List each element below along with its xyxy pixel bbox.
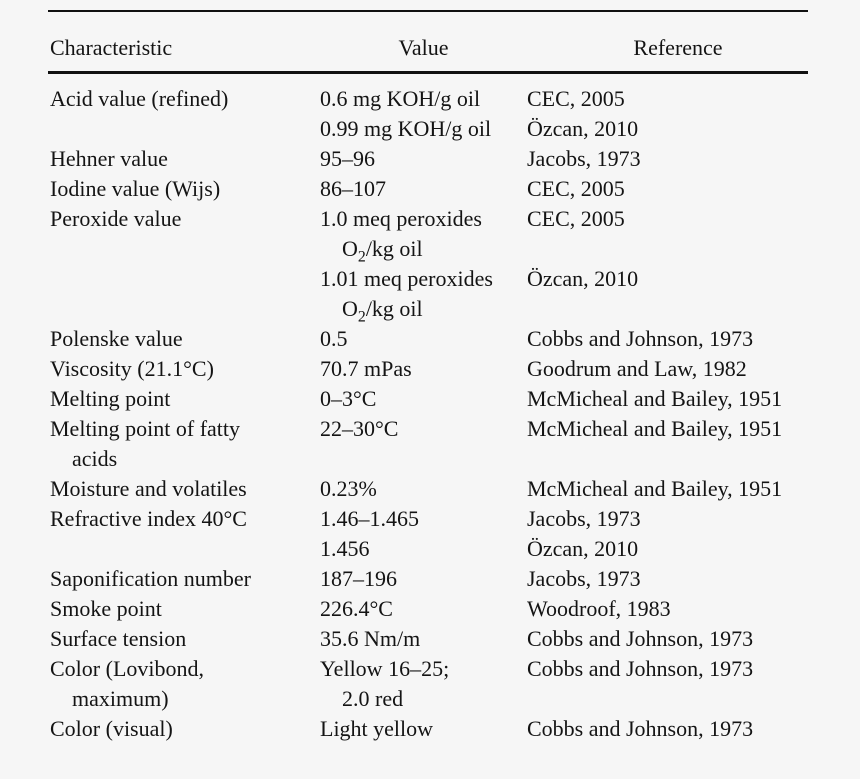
cell-value: $O_2/kg$ oil [342, 236, 423, 266]
cell-reference: Jacobs, 1973 [527, 146, 641, 171]
cell-reference: Jacobs, 1973 [527, 506, 641, 531]
cell-characteristic [50, 534, 320, 564]
table-row [50, 474, 850, 504]
cell-value: 2.0 red [342, 686, 404, 711]
cell-reference: Jacobs, 1973 [527, 566, 641, 591]
cell-reference: CEC, 2005 [527, 206, 625, 231]
table-row [50, 384, 850, 414]
cell-value: 1.46–1.465 [320, 506, 419, 531]
cell-characteristic: maximum) [72, 686, 169, 711]
cell-characteristic: Smoke point [50, 596, 162, 621]
cell-value: 35.6 Nm/m [320, 626, 421, 651]
table-row [50, 294, 850, 324]
cell-characteristic [50, 114, 320, 144]
table-row [50, 534, 850, 564]
table-row [50, 114, 850, 144]
table-row [50, 624, 850, 654]
cell-value: $O_2/kg$ oil [342, 296, 423, 326]
cell-characteristic [50, 294, 320, 324]
cell-reference: Özcan, 2010 [527, 266, 639, 291]
table-row [50, 684, 850, 714]
cell-value: 0.23% [320, 476, 377, 501]
cell-reference [527, 684, 860, 714]
cell-value: 86–107 [320, 176, 386, 201]
table-row [50, 324, 850, 354]
cell-characteristic [50, 264, 320, 294]
cell-value: 1.456 [320, 536, 370, 561]
cell-value: 0.5 [320, 326, 348, 351]
cell-value: 226.4°C [320, 596, 393, 621]
cell-characteristic: Saponification number [50, 566, 252, 591]
table-row [50, 414, 850, 444]
cell-reference: Özcan, 2010 [527, 536, 639, 561]
column-header-characteristic: Characteristic [50, 35, 173, 60]
cell-characteristic: Peroxide value [50, 206, 182, 231]
cell-value: 22–30°C [320, 416, 399, 441]
table-row [50, 504, 850, 534]
cell-characteristic [50, 234, 320, 264]
cell-characteristic: Hehner value [50, 146, 168, 171]
table-body [50, 84, 850, 744]
cell-reference: CEC, 2005 [527, 86, 625, 111]
cell-characteristic: Color (visual) [50, 716, 173, 741]
table-row [50, 564, 850, 594]
cell-value: Yellow 16–25; [320, 656, 450, 681]
table-row [50, 594, 850, 624]
table-header-row [50, 33, 829, 63]
table-header-rule [48, 71, 808, 74]
cell-reference: McMicheal and Bailey, 1951 [527, 476, 783, 501]
cell-value: 1.0 meq peroxides [320, 206, 482, 231]
cell-characteristic: Acid value (refined) [50, 86, 229, 111]
cell-value [320, 444, 527, 474]
column-header-value: Value [398, 35, 449, 60]
cell-reference [527, 234, 860, 264]
cell-characteristic: Viscosity (21.1°C) [50, 356, 214, 381]
cell-characteristic: acids [72, 446, 118, 471]
cell-reference: Woodroof, 1983 [527, 596, 671, 621]
cell-value: 70.7 mPas [320, 356, 412, 381]
cell-characteristic: Color (Lovibond, [50, 656, 204, 681]
cell-value: 187–196 [320, 566, 397, 591]
cell-characteristic: Melting point [50, 386, 171, 411]
table-row [50, 234, 850, 264]
cell-reference: Goodrum and Law, 1982 [527, 356, 747, 381]
cell-reference: McMicheal and Bailey, 1951 [527, 416, 783, 441]
table-row [50, 84, 850, 114]
table-row [50, 654, 850, 684]
cell-reference: Cobbs and Johnson, 1973 [527, 326, 754, 351]
cell-characteristic: Refractive index 40°C [50, 506, 247, 531]
cell-characteristic: Melting point of fatty [50, 416, 241, 441]
cell-value: 1.01 meq peroxides [320, 266, 493, 291]
table-row [50, 264, 850, 294]
cell-reference: Cobbs and Johnson, 1973 [527, 626, 754, 651]
cell-value: 0–3°C [320, 386, 377, 411]
table-row [50, 354, 850, 384]
table-row [50, 444, 850, 474]
cell-characteristic: Surface tension [50, 626, 187, 651]
table-row [50, 714, 850, 744]
column-header-reference: Reference [633, 35, 723, 60]
table-row [50, 204, 850, 234]
cell-characteristic: Iodine value (Wijs) [50, 176, 221, 201]
cell-value: 0.6 mg KOH/g oil [320, 86, 481, 111]
cell-characteristic: Polenske value [50, 326, 183, 351]
cell-value: 95–96 [320, 146, 375, 171]
cell-reference [527, 444, 860, 474]
cell-value: 0.99 mg KOH/g oil [320, 116, 492, 141]
table-row [50, 144, 850, 174]
cell-reference: Cobbs and Johnson, 1973 [527, 716, 754, 741]
table-row [50, 174, 850, 204]
cell-reference [527, 294, 860, 324]
cell-value: Light yellow [320, 716, 434, 741]
cell-characteristic: Moisture and volatiles [50, 476, 247, 501]
cell-reference: Özcan, 2010 [527, 116, 639, 141]
cell-reference: Cobbs and Johnson, 1973 [527, 656, 754, 681]
cell-reference: CEC, 2005 [527, 176, 625, 201]
cell-reference: McMicheal and Bailey, 1951 [527, 386, 783, 411]
table-top-rule [48, 10, 808, 12]
